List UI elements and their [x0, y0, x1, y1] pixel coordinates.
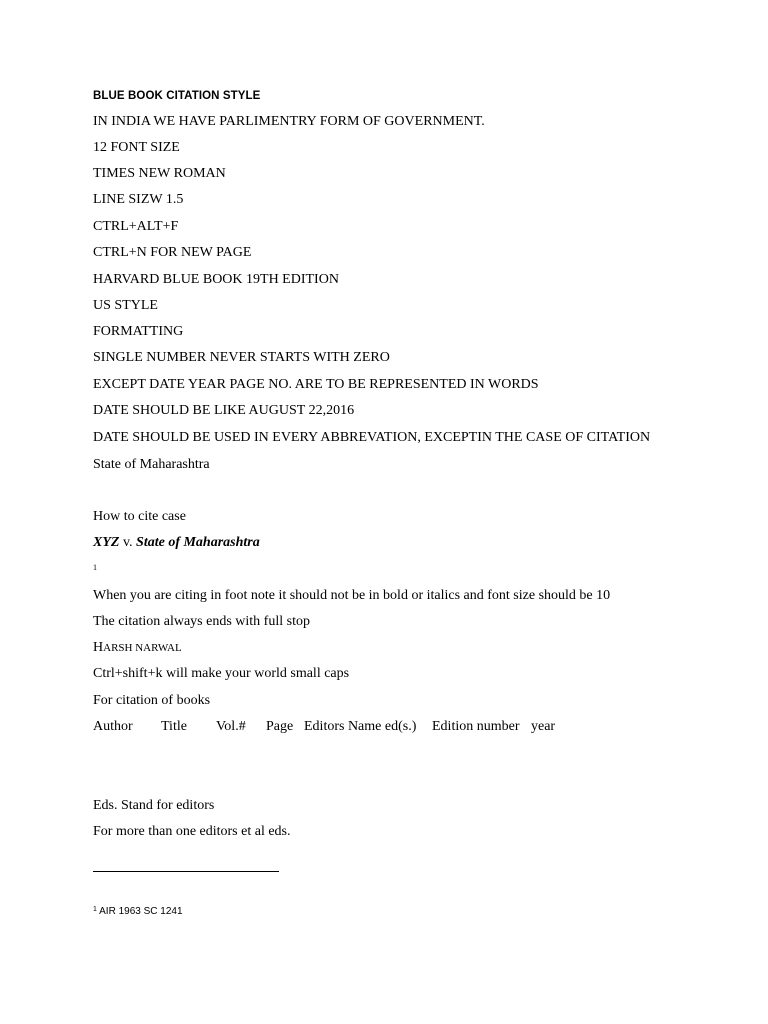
case-party-one: XYZ	[93, 535, 120, 550]
body-line: TIMES NEW ROMAN	[93, 166, 226, 181]
body-line: CTRL+ALT+F	[93, 219, 179, 234]
body-line: EXCEPT DATE YEAR PAGE NO. ARE TO BE REPRESENTED IN WORDS	[93, 377, 539, 392]
body-line: HARVARD BLUE BOOK 19TH EDITION	[93, 272, 339, 287]
body-line: Ctrl+shift+k will make your world small caps	[93, 666, 350, 681]
body-line: LINE SIZW 1.5	[93, 192, 184, 207]
body-line: When you are citing in foot note it should not be in bold or italics and font size should be 10	[93, 588, 611, 603]
document-heading: BLUE BOOK CITATION STYLE	[93, 90, 261, 102]
case-citation	[93, 535, 260, 551]
column-page: Page	[266, 719, 294, 734]
small-caps-name: HARSH NARWAL	[93, 640, 182, 655]
column-edition-number: Edition number	[432, 719, 520, 734]
body-line: 12 FONT SIZE	[93, 140, 180, 155]
book-citation-columns	[93, 719, 693, 735]
body-line: IN INDIA WE HAVE PARLIMENTRY FORM OF GOVERNMENT.	[93, 114, 485, 129]
footnote-separator	[93, 871, 279, 872]
how-to-cite-line: How to cite case	[93, 509, 186, 524]
column-editors-name: Editors Name ed(s.)	[304, 719, 417, 734]
body-line: State of Maharashtra	[93, 457, 210, 472]
column-volume: Vol.#	[216, 719, 246, 734]
body-line: For citation of books	[93, 693, 211, 708]
body-line: CTRL+N FOR NEW PAGE	[93, 245, 252, 260]
case-party-two: State of Maharashtra	[136, 535, 260, 550]
body-line: Eds. Stand for editors	[93, 798, 215, 813]
body-line: SINGLE NUMBER NEVER STARTS WITH ZERO	[93, 350, 390, 365]
column-year: year	[531, 719, 556, 734]
footnote	[93, 905, 183, 919]
body-line: For more than one editors et al eds.	[93, 824, 291, 839]
body-line: FORMATTING	[93, 324, 184, 339]
footnote-marker: 1	[93, 906, 97, 913]
footnote-reference-marker: 1	[93, 563, 97, 572]
body-line: DATE SHOULD BE USED IN EVERY ABBREVATION, EXCEPTIN THE CASE OF CITATION	[93, 430, 651, 445]
column-title: Title	[161, 719, 187, 734]
case-versus: v.	[119, 535, 137, 550]
footnote-text: AIR 1963 SC 1241	[96, 906, 183, 917]
body-line: US STYLE	[93, 298, 158, 313]
body-line: The citation always ends with full stop	[93, 614, 310, 629]
column-author: Author	[93, 719, 133, 734]
body-line: DATE SHOULD BE LIKE AUGUST 22,2016	[93, 403, 355, 418]
